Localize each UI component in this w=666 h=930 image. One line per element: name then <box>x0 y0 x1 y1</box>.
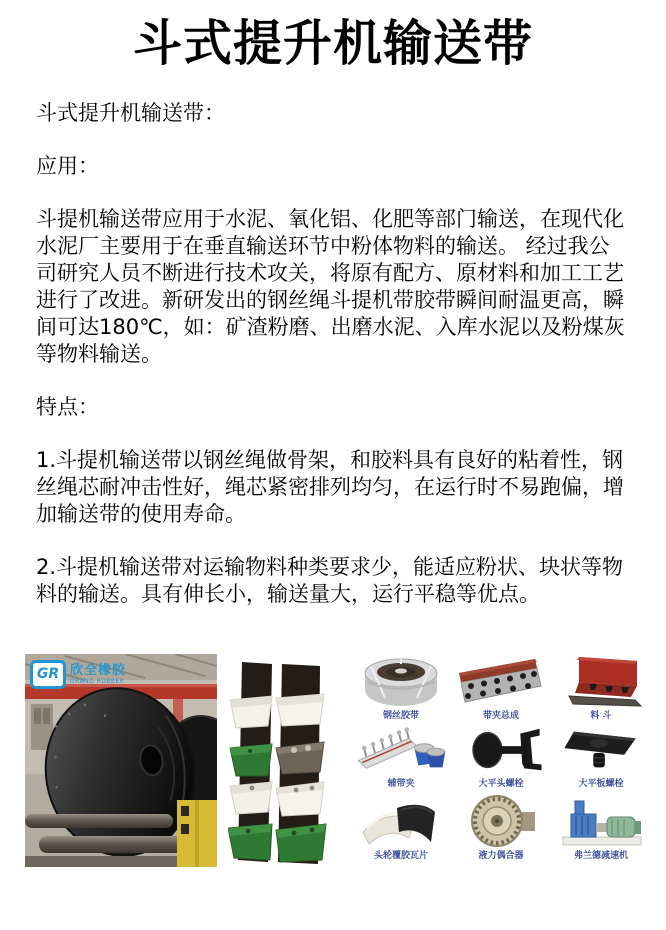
head-wheel-rubber-tile-thumb <box>351 792 451 850</box>
product-caption: 大平头螺栓 <box>478 779 524 789</box>
product-cell <box>451 722 551 790</box>
brand-logo <box>30 660 126 689</box>
product-cell <box>351 652 451 722</box>
application-paragraph: 斗提机输送带应用于水泥、氧化铝、化肥等部门输送，在现代化水泥厂主要用于在垂直输送环节中粉体物料的输送。 经过我公司研究人员不断进行技术攻关，将原有配方、原材料和加工工艺进行了改进。新研发出的钢丝绳斗提机带胶带瞬间耐温更高，瞬间可达180℃，如：矿渣粉磨、出磨水泥、入库水泥以及粉煤灰等物料输送。 <box>36 207 625 366</box>
intro-line: 斗式提升机输送带： <box>36 101 225 125</box>
product-cell <box>551 790 651 862</box>
product-gallery <box>0 652 666 872</box>
steel-cord-belt-roll-thumb <box>351 652 451 710</box>
product-caption: 头轮覆胶瓦片 <box>373 851 428 861</box>
application-heading: 应用： <box>36 154 99 178</box>
page-title: 斗式提升机输送带 <box>132 15 533 72</box>
auxiliary-belt-clip-thumb <box>351 722 451 778</box>
product-caption: 钢丝胶带 <box>382 711 419 721</box>
product-cell <box>551 722 651 790</box>
product-caption: 弗兰德减速机 <box>573 851 628 861</box>
product-cell <box>451 790 551 862</box>
product-caption: 辅带夹 <box>387 779 415 789</box>
product-cell <box>351 790 451 862</box>
product-cell <box>351 722 451 790</box>
feature-1-paragraph: 1.斗提机输送带以钢丝绳做骨架，和胶料具有良好的粘着性，钢丝绳芯耐冲击性好，绳芯紧密排列均匀，在运行时不易跑偏，增加输送带的使用寿命。 <box>36 448 624 526</box>
fluid-coupling-thumb <box>451 792 551 850</box>
feature-2-paragraph: 2.斗提机输送带对运输物料种类要求少，能适应粉状、块状等物料的输送。具有伸长小，输送量大，运行平稳等优点。 <box>36 555 624 606</box>
flender-gear-reducer-thumb <box>551 792 651 850</box>
product-caption: 料 斗 <box>590 711 612 721</box>
large-flat-plate-bolt-thumb <box>551 722 651 778</box>
logo-name-en: GRAND RUBBER <box>70 677 125 685</box>
factory-belt-roll-photo <box>25 654 217 867</box>
product-caption: 大平板螺栓 <box>578 779 624 789</box>
accessory-grid <box>351 652 651 870</box>
hopper-thumb <box>551 652 651 710</box>
logo-gr-monogram: GR <box>30 660 66 689</box>
features-heading: 特点： <box>36 395 99 419</box>
product-cell <box>551 652 651 722</box>
product-caption: 带夹总成 <box>482 711 519 721</box>
description-text <box>0 74 666 608</box>
belt-clamp-assembly-thumb <box>451 652 551 710</box>
large-flat-head-bolt-thumb <box>451 722 551 778</box>
elevator-buckets-illustration <box>228 656 332 867</box>
logo-name-cn: 欣全橡胶 <box>70 662 127 678</box>
elevator-buckets-photo <box>228 656 332 867</box>
product-caption: 液力偶合器 <box>478 851 524 861</box>
product-cell <box>451 652 551 722</box>
